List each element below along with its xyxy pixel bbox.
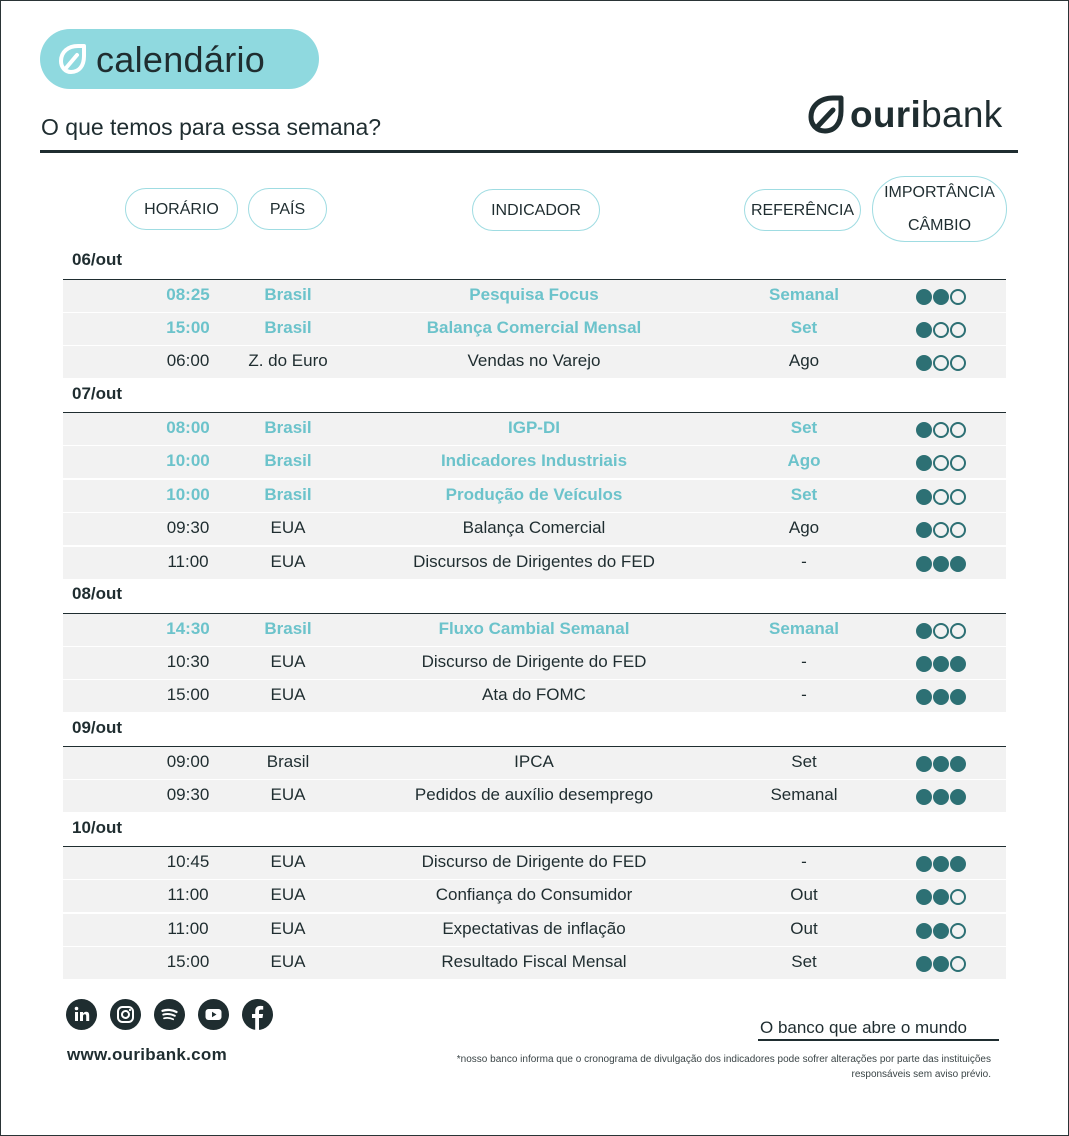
importance-dot <box>933 656 949 672</box>
indicator-cell: Expectativas de inflação <box>442 919 626 938</box>
country-cell: EUA <box>270 919 306 938</box>
time-cell: 15:00 <box>166 952 210 971</box>
indicator-cell: Fluxo Cambial Semanal <box>438 619 630 638</box>
importance-dot <box>916 422 932 438</box>
time-cell: 10:45 <box>166 852 210 871</box>
page-title: calendário <box>96 39 266 80</box>
importance-dot <box>933 856 949 872</box>
reference-cell: Semanal <box>769 619 839 638</box>
ouribank-logo <box>806 92 1003 138</box>
importance-dot <box>950 889 966 905</box>
time-cell: 08:25 <box>166 285 210 304</box>
country-cell: EUA <box>270 885 306 904</box>
time-cell: 10:00 <box>166 451 210 470</box>
indicator-cell: Confiança do Consumidor <box>435 885 633 904</box>
title-pill <box>40 29 319 89</box>
importance-rating <box>916 455 968 471</box>
table-row <box>63 747 1006 779</box>
time-cell: 09:30 <box>166 785 210 804</box>
reference-cell: Ago <box>788 518 820 537</box>
table-row <box>63 446 1006 478</box>
column-header-indicator: INDICADOR <box>472 189 600 231</box>
country-cell: Brasil <box>264 418 312 437</box>
country-cell: EUA <box>270 685 306 704</box>
importance-dot <box>933 556 949 572</box>
date-label: 07/out <box>72 384 123 403</box>
importance-dot <box>916 789 932 805</box>
reference-cell: Ago <box>787 451 821 470</box>
reference-cell: - <box>801 552 807 571</box>
time-cell: 14:30 <box>166 619 210 638</box>
time-cell: 08:00 <box>166 418 210 437</box>
linkedin-icon[interactable] <box>66 999 97 1030</box>
importance-dot <box>933 789 949 805</box>
importance-dot <box>933 956 949 972</box>
table-row <box>63 413 1006 445</box>
importance-dot <box>933 489 949 505</box>
time-cell: 15:00 <box>166 318 210 337</box>
importance-dot <box>916 322 932 338</box>
country-cell: Brasil <box>264 485 312 504</box>
importance-rating <box>916 656 968 672</box>
importance-dot <box>916 455 932 471</box>
importance-rating <box>916 355 968 371</box>
indicator-cell: Resultado Fiscal Mensal <box>441 952 627 971</box>
importance-dot <box>916 289 932 305</box>
facebook-icon[interactable] <box>242 999 273 1030</box>
importance-dot <box>950 956 966 972</box>
spotify-icon[interactable] <box>154 999 185 1030</box>
reference-cell: Semanal <box>770 785 838 804</box>
importance-rating <box>916 422 968 438</box>
reference-cell: Ago <box>788 351 820 370</box>
importance-dot <box>933 623 949 639</box>
importance-dot <box>950 422 966 438</box>
reference-cell: Set <box>791 952 817 971</box>
importance-dot <box>933 355 949 371</box>
importance-rating <box>916 556 968 572</box>
country-cell: EUA <box>270 852 306 871</box>
reference-cell: - <box>801 652 807 671</box>
importance-dot <box>950 756 966 772</box>
time-cell: 06:00 <box>166 351 210 370</box>
importance-dot <box>933 322 949 338</box>
importance-dot <box>916 656 932 672</box>
tagline-underline <box>758 1039 999 1041</box>
indicator-cell: Balança Comercial <box>462 518 606 537</box>
date-label: 06/out <box>72 250 123 269</box>
importance-dot <box>916 522 932 538</box>
indicator-cell: IGP-DI <box>508 418 560 437</box>
importance-rating <box>916 923 968 939</box>
table-row <box>63 280 1006 312</box>
indicator-cell: IPCA <box>514 752 554 771</box>
country-cell: Brasil <box>264 619 312 638</box>
indicator-cell: Ata do FOMC <box>482 685 586 704</box>
indicator-cell: Pesquisa Focus <box>469 285 599 304</box>
leaf-logo-icon <box>806 94 846 136</box>
reference-cell: Semanal <box>769 285 839 304</box>
reference-cell: Set <box>791 752 817 771</box>
importance-dot <box>950 522 966 538</box>
table-row <box>63 614 1006 646</box>
country-cell: EUA <box>270 785 306 804</box>
importance-dot <box>933 422 949 438</box>
table-row <box>63 547 1006 579</box>
time-cell: 11:00 <box>167 552 209 571</box>
date-label: 08/out <box>72 584 123 603</box>
importance-dot <box>916 556 932 572</box>
importance-dot <box>933 923 949 939</box>
table-row <box>63 480 1006 512</box>
importance-rating <box>916 756 968 772</box>
importance-rating <box>916 322 968 338</box>
table-row <box>63 880 1006 912</box>
country-cell: Brasil <box>264 285 312 304</box>
column-header-time: HORÁRIO <box>125 188 238 230</box>
importance-dot <box>916 956 932 972</box>
time-cell: 10:30 <box>166 652 210 671</box>
importance-dot <box>950 656 966 672</box>
importance-dot <box>916 923 932 939</box>
time-cell: 09:00 <box>166 752 210 771</box>
country-cell: EUA <box>270 518 306 537</box>
importance-dot <box>933 455 949 471</box>
page-subtitle: O que temos para essa semana? <box>41 114 382 140</box>
reference-cell: Set <box>790 318 818 337</box>
reference-cell: Set <box>790 418 818 437</box>
importance-dot <box>916 756 932 772</box>
country-cell: EUA <box>270 952 306 971</box>
country-cell: Brasil <box>266 752 310 771</box>
leaf-icon <box>56 42 88 76</box>
indicator-cell: Discurso de Dirigente do FED <box>421 652 647 671</box>
reference-cell: Set <box>790 485 818 504</box>
indicator-cell: Vendas no Varejo <box>467 351 601 370</box>
instagram-icon[interactable] <box>110 999 141 1030</box>
importance-dot <box>933 756 949 772</box>
reference-cell: - <box>801 685 807 704</box>
importance-rating <box>916 522 968 538</box>
time-cell: 15:00 <box>166 685 210 704</box>
table-row <box>63 847 1006 879</box>
indicator-cell: Balança Comercial Mensal <box>426 318 642 337</box>
time-cell: 09:30 <box>166 518 210 537</box>
importance-rating <box>916 689 968 705</box>
table-row <box>63 513 1006 545</box>
indicator-cell: Pedidos de auxílio desemprego <box>414 785 654 804</box>
indicator-cell: Discurso de Dirigente do FED <box>421 852 647 871</box>
importance-dot <box>933 289 949 305</box>
importance-rating <box>916 789 968 805</box>
importance-dot <box>933 522 949 538</box>
indicator-cell: Indicadores Industriais <box>440 451 628 470</box>
importance-dot <box>950 856 966 872</box>
table-row <box>63 313 1006 345</box>
importance-dot <box>950 322 966 338</box>
importance-dot <box>950 289 966 305</box>
importance-rating <box>916 289 968 305</box>
brand-name: ouribank <box>850 94 1003 135</box>
reference-cell: Out <box>790 919 818 938</box>
importance-dot <box>916 355 932 371</box>
date-label: 09/out <box>72 718 123 737</box>
column-header-country: PAÍS <box>248 188 327 230</box>
country-cell: EUA <box>270 652 306 671</box>
country-cell: Brasil <box>264 451 312 470</box>
importance-dot <box>916 623 932 639</box>
importance-dot <box>916 856 932 872</box>
column-header-reference: REFERÊNCIA <box>744 189 861 231</box>
importance-rating <box>916 856 968 872</box>
date-label: 10/out <box>72 818 123 837</box>
time-cell: 11:00 <box>167 919 209 938</box>
importance-dot <box>933 889 949 905</box>
importance-dot <box>950 489 966 505</box>
table-row <box>63 346 1006 378</box>
country-cell: EUA <box>270 552 306 571</box>
importance-dot <box>916 889 932 905</box>
importance-dot <box>950 623 966 639</box>
importance-dot <box>916 689 932 705</box>
time-cell: 11:00 <box>167 885 209 904</box>
table-row <box>63 947 1006 979</box>
importance-rating <box>916 489 968 505</box>
importance-dot <box>950 923 966 939</box>
youtube-icon[interactable] <box>198 999 229 1030</box>
header-divider <box>40 150 1018 153</box>
importance-rating <box>916 889 968 905</box>
importance-dot <box>950 355 966 371</box>
importance-dot <box>950 455 966 471</box>
social-links <box>66 999 273 1030</box>
importance-dot <box>950 789 966 805</box>
table-row <box>63 780 1006 812</box>
table-row <box>63 647 1006 679</box>
table-row <box>63 680 1006 712</box>
country-cell: Brasil <box>264 318 312 337</box>
indicator-cell: Produção de Veículos <box>445 485 623 504</box>
tagline: O banco que abre o mundo <box>760 1018 967 1037</box>
reference-cell: Out <box>790 885 818 904</box>
time-cell: 10:00 <box>166 485 210 504</box>
indicator-cell: Discursos de Dirigentes do FED <box>413 552 655 571</box>
importance-dot <box>916 489 932 505</box>
importance-rating <box>916 623 968 639</box>
importance-dot <box>933 689 949 705</box>
country-cell: Z. do Euro <box>248 351 328 370</box>
importance-rating <box>916 956 968 972</box>
importance-dot <box>950 689 966 705</box>
importance-dot <box>950 556 966 572</box>
column-header-importance: IMPORTÂNCIA CÂMBIO <box>872 176 1007 242</box>
table-row <box>63 914 1006 946</box>
reference-cell: - <box>801 852 807 871</box>
website-link[interactable]: www.ouribank.com <box>67 1045 228 1064</box>
disclaimer-note: *nosso banco informa que o cronograma de divulgação dos indicadores pode sofrer alterações por parte das instituições responsáveis sem aviso prévio. <box>456 1054 991 1080</box>
